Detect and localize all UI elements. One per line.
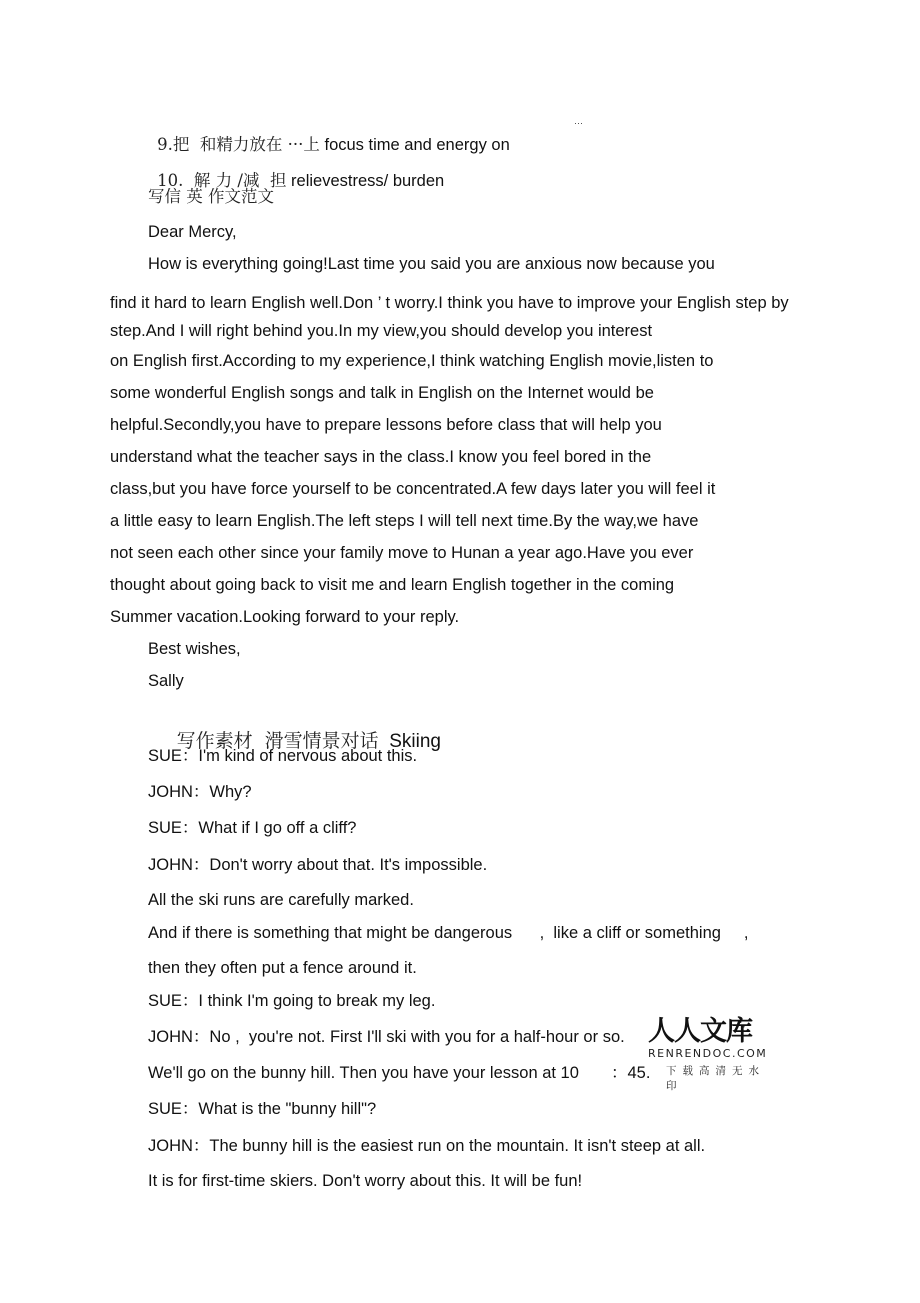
vocab-item-9-trailing-dots: ···	[574, 118, 583, 128]
dialogue-line: then they often put a fence around it.	[148, 959, 417, 977]
dialogue-line: All the ski runs are carefully marked.	[148, 891, 414, 909]
watermark-logo: 人人文库	[648, 1016, 752, 1047]
dialogue-line: JOHN：The bunny hill is the easiest run on the mountain. It isn't steep at all.	[148, 1137, 706, 1155]
letter-line: class,but you have force yourself to be concentrated.A few days later you will feel it	[110, 480, 716, 498]
letter-line: Summer vacation.Looking forward to your reply.	[110, 608, 460, 626]
vocab-item-9	[148, 115, 510, 155]
watermark-tagline: 下载高清无水印	[666, 1065, 765, 1092]
letter-closing: Best wishes,	[148, 640, 241, 658]
dialogue-title-en: Skiing	[389, 731, 441, 752]
letter-line: a little easy to learn English.The left steps I will tell next time.By the way,we have	[110, 512, 699, 530]
letter-line: helpful.Secondly,you have to prepare lessons before class that will help you	[110, 416, 662, 434]
dialogue-line: SUE：What is the "bunny hill"?	[148, 1100, 377, 1118]
letter-line: understand what the teacher says in the class.I know you feel bored in the	[110, 448, 652, 466]
letter-line: on English first.According to my experience,I think watching English movie,listen to	[110, 352, 714, 370]
dialogue-line: SUE：I'm kind of nervous about this.	[148, 747, 418, 765]
dialogue-line: We'll go on the bunny hill. Then you have your lesson at 10 ：45.	[148, 1064, 651, 1082]
vocab-item-10	[148, 151, 444, 191]
letter-signature: Sally	[148, 672, 184, 690]
dialogue-line: It is for first-time skiers. Don't worry about this. It will be fun!	[148, 1172, 583, 1190]
dialogue-line: JOHN：Why?	[148, 783, 252, 801]
dialogue-line: And if there is something that might be dangerous , like a cliff or something ,	[148, 924, 749, 942]
dialogue-line: SUE：What if I go off a cliff?	[148, 819, 357, 837]
vocab-item-10-en: relievestress/ burden	[291, 172, 445, 190]
dialogue-line: JOHN：No , you're not. First I'll ski with you for a half-hour or so.	[148, 1028, 625, 1046]
watermark-domain: RENRENDOC.COM	[648, 1047, 768, 1060]
letter-line: How is everything going!Last time you said you are anxious now because you	[148, 255, 715, 273]
letter-line: step.And I will right behind you.In my view,you should develop you interest	[110, 322, 653, 340]
letter-line: thought about going back to visit me and learn English together in the coming	[110, 576, 675, 594]
vocab-item-9-en: focus time and energy on	[324, 136, 510, 154]
letter-heading: 写信 英 作文范文	[148, 187, 274, 206]
dialogue-line: SUE：I think I'm going to break my leg.	[148, 992, 436, 1010]
dialogue-line: JOHN：Don't worry about that. It's impossible.	[148, 856, 488, 874]
renrendoc-watermark	[648, 1016, 778, 1092]
vocab-item-10-cn: 10. 解 力 /减 担	[157, 171, 287, 190]
letter-line: some wonderful English songs and talk in English on the Internet would be	[110, 384, 654, 402]
letter-greeting: Dear Mercy,	[148, 223, 237, 241]
letter-line: find it hard to learn English well.Don ’ t worry.I think you have to improve your English step by	[110, 294, 789, 312]
dialogue-title-cn: 写作素材 滑雪情景对话	[176, 730, 379, 752]
vocab-item-9-cn: 9.把 和精力放在 ···上	[157, 135, 320, 154]
letter-line: not seen each other since your family move to Hunan a year ago.Have you ever	[110, 544, 694, 562]
